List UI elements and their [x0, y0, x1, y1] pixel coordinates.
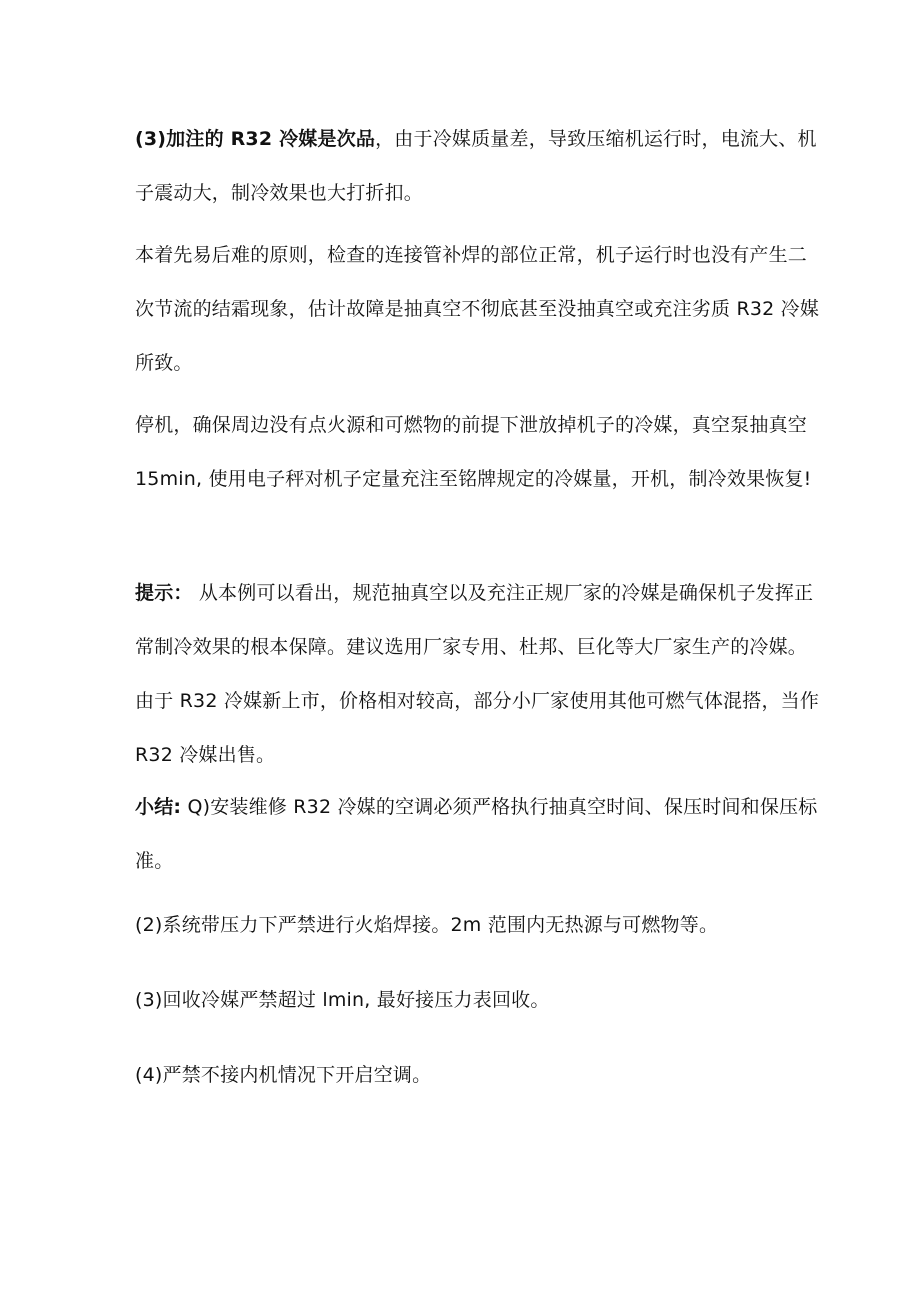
paragraph-tip: [135, 566, 825, 782]
summary-item-2: [135, 898, 825, 952]
paragraph-text: 本着先易后难的原则，检查的连接管补焊的部位正常，机子运行时也没有产生二次节流的结霜现象，估计故障是抽真空不彻底甚至没抽真空或充注劣质 R32 冷媒所致。: [135, 244, 820, 374]
paragraph-text: 停机，确保周边没有点火源和可燃物的前提下泄放掉机子的冷媒，真空泵抽真空 15min, 使用电子秤对机子定量充注至铭牌规定的冷媒量，开机，制冷效果恢复!: [135, 414, 812, 490]
paragraph-diagnosis: [135, 228, 825, 390]
paragraph-repair-steps: [135, 398, 825, 506]
summary-label: 小结:: [135, 796, 182, 818]
paragraph-text: 从本例可以看出，规范抽真空以及充注正规厂家的冷媒是确保机子发挥正常制冷效果的根本保障。建议选用厂家专用、杜邦、巨化等大厂家生产的冷媒。由于 R32 冷媒新上市，价格相对较高，部分小厂家使用其他可燃气体混搭，当作 R32 冷媒出售。: [135, 582, 820, 766]
summary-item-4: [135, 1048, 825, 1102]
paragraph-summary: [135, 780, 825, 888]
paragraph-text: Q)安装维修 R32 冷媒的空调必须严格执行抽真空时间、保压时间和保压标准。: [135, 796, 818, 872]
paragraph-lead-bold: (3)加注的 R32 冷媒是次品: [135, 128, 376, 150]
paragraph-text: (2)系统带压力下严禁进行火焰焊接。2m 范围内无热源与可燃物等。: [135, 914, 719, 936]
paragraph-defective-refrigerant: [135, 112, 825, 220]
summary-item-3: [135, 973, 825, 1027]
paragraph-text: (4)严禁不接内机情况下开启空调。: [135, 1064, 432, 1086]
paragraph-text: ，由于冷媒质量差，导致压缩机运行时，电流大、机子震动大，制冷效果也大打折扣。: [135, 128, 817, 204]
tip-label: 提示：: [135, 582, 193, 604]
paragraph-text: (3)回收冷媒严禁超过 lmin, 最好接压力表回收。: [135, 989, 550, 1011]
